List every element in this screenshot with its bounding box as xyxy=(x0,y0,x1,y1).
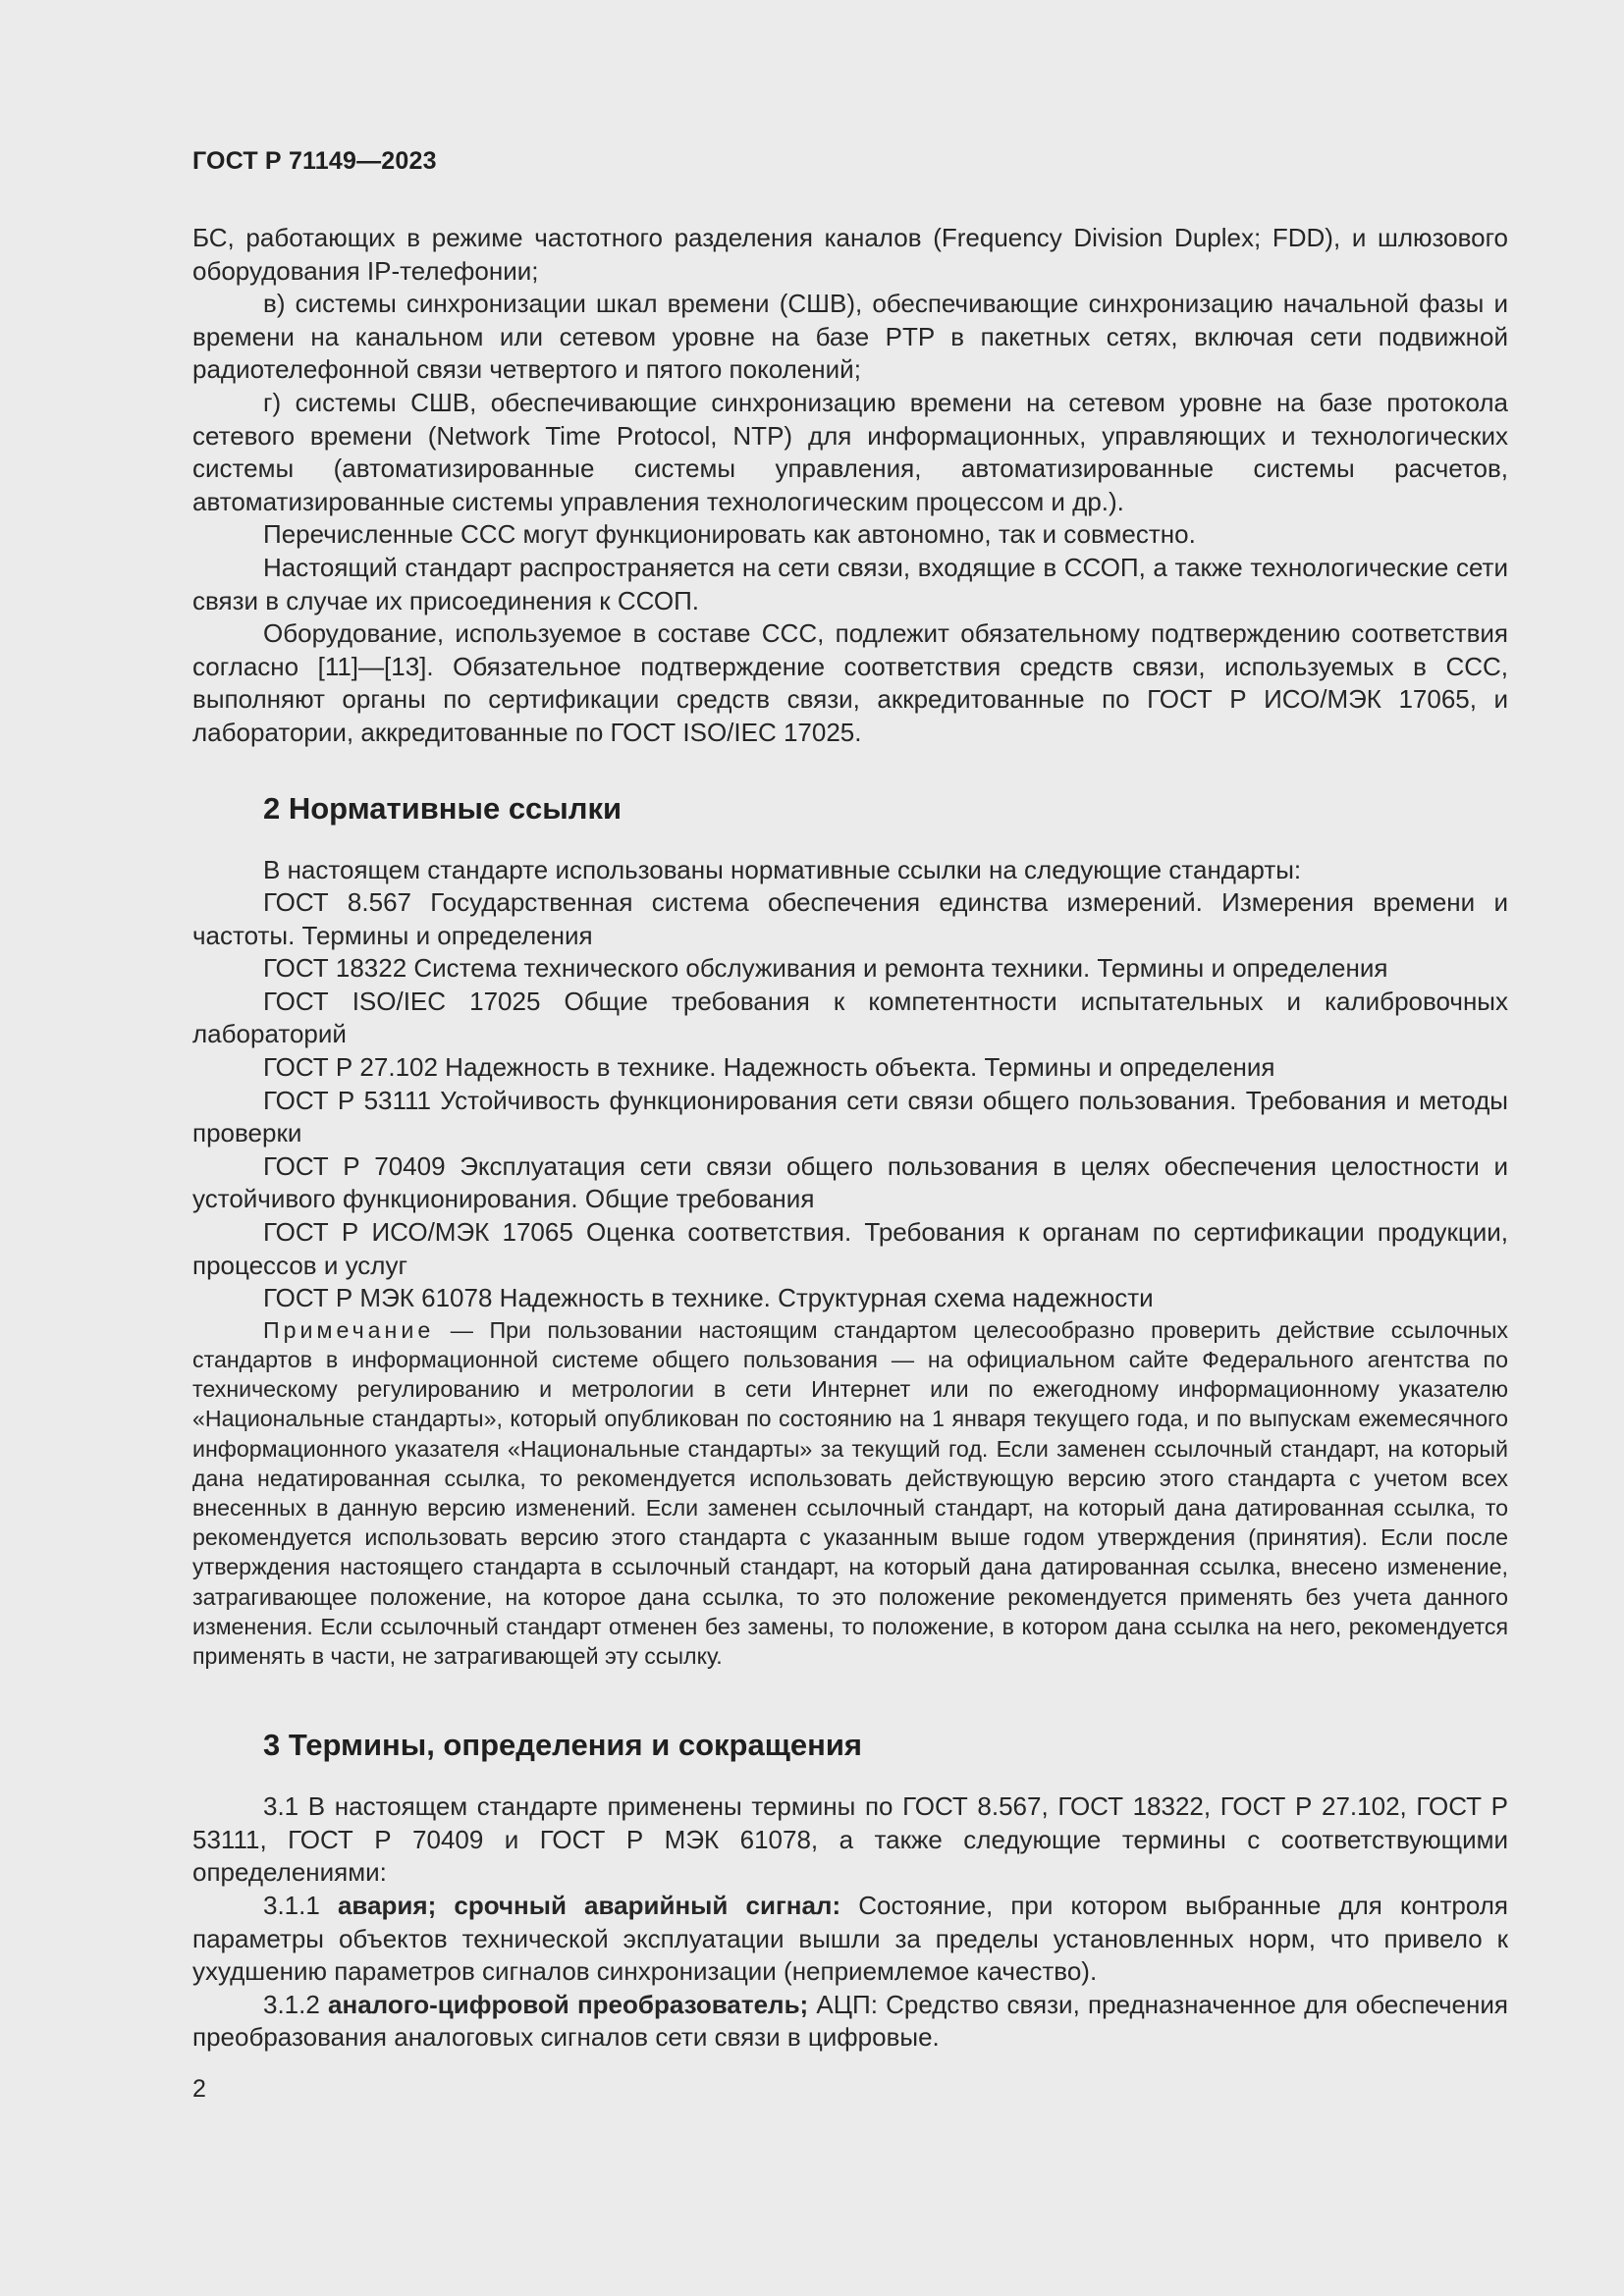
page-number: 2 xyxy=(192,2075,206,2103)
paragraph: 3.1 В настоящем стандарте применены термины по ГОСТ 8.567, ГОСТ 18322, ГОСТ Р 27.102, ГОСТ Р 53111, ГОСТ Р 70409 и ГОСТ Р МЭК 61078, а также следующие термины с соответствующими определениями: xyxy=(192,1791,1508,1888)
reference-item: ГОСТ Р 70409 Эксплуатация сети связи общего пользования в целях обеспечения целостности и устойчивого функционирования. Общие требования xyxy=(192,1150,1508,1214)
term-name: аналого-цифровой преобразователь; xyxy=(328,1989,809,2019)
paragraph: Перечисленные ССС могут функционировать как автономно, так и совместно. xyxy=(263,519,1196,550)
term-text: АЦП: Средство связи, предназначенное для обеспечения преобразования аналоговых сигналов сети связи в цифровые. xyxy=(192,1989,1508,2053)
reference-item: ГОСТ Р ИСО/МЭК 17065 Оценка соответствия. Требования к органам по сертификации продукции, процессов и услуг xyxy=(192,1217,1508,1280)
paragraph: Оборудование, используемое в составе ССС, подлежит обязательному подтверждению соответствия согласно [11]—[13]. Обязательное подтверждение соответствия средств связи, используемых в ССС, выполняют органы по сертификации средств связи, аккредитованные по ГОСТ Р ИСО/МЭК 17065, и лаборатории, аккредитованные по ГОСТ ISO/IEC 17025. xyxy=(192,618,1508,747)
reference-item: ГОСТ 8.567 Государственная система обеспечения единства измерений. Измерения времени и частоты. Термины и определения xyxy=(192,887,1508,950)
paragraph: г) системы СШВ, обеспечивающие синхронизацию времени на сетевом уровне на базе протокола сетевого времени (Network Time Protocol, NTP) для информационных, управляющих и технологических системы (автоматизированные системы управления, автоматизированные системы расчетов, автоматизированные системы управления технологическим процессом и др.). xyxy=(192,387,1508,516)
term-number: 3.1.2 xyxy=(263,1989,329,2019)
term-number: 3.1.1 xyxy=(263,1891,338,1921)
reference-item: ГОСТ ISO/IEC 17025 Общие требования к компетентности испытательных и калибровочных лабораторий xyxy=(192,986,1508,1049)
note-label: Примечание xyxy=(263,1316,435,1343)
paragraph: в) системы синхронизации шкал времени (СШВ), обеспечивающие синхронизацию начальной фазы и времени на канальном или сетевом уровне на базе PTP в пакетных сетях, включая сети подвижной радиотелефонной связи четвертого и пятого поколений; xyxy=(192,289,1508,385)
section-heading-normative-references: 2 Нормативные ссылки xyxy=(263,790,623,826)
term-name: авария; срочный аварийный сигнал: xyxy=(337,1891,841,1921)
term-definition xyxy=(192,1989,1508,2055)
note-text: — При пользовании настоящим стандартом целесообразно проверить действие ссылочных стандартов в информационной системе общего пользования — на официальном сайте Федерального агентства по техническому регулированию и метрологии в сети Интернет или по ежегодному информационному указателю «Национальные стандарты», который опубликован по состоянию на 1 января текущего года, и по выпускам ежемесячного информационного указателя «Национальные стандарты» за текущий год. Если заменен ссылочный стандарт, на который дана недатированная ссылка, то рекомендуется использовать действующую версию этого стандарта с учетом всех внесенных в данную версию изменений. Если заменен ссылочный стандарт, на который дана датированная ссылка, то рекомендуется использовать версию этого стандарта с указанным выше годом утверждения (принятия). Если после утверждения настоящего стандарта в ссылочный стандарт, на который дана датированная ссылка, внесено изменение, затрагивающее положение, на которое дана ссылка, то это положение рекомендуется применять без учета данного изменения. Если ссылочный стандарт отменен без замены, то положение, в котором дана ссылка на него, рекомендуется применять в части, не затрагивающей эту ссылку. xyxy=(192,1316,1508,1670)
reference-item: ГОСТ Р 53111 Устойчивость функционирования сети связи общего пользования. Требования и методы проверки xyxy=(192,1085,1508,1148)
note-paragraph xyxy=(192,1315,1508,1671)
reference-item: ГОСТ 18322 Система технического обслуживания и ремонта техники. Термины и определения xyxy=(263,953,1388,984)
term-definition xyxy=(192,1890,1508,1989)
term-text: Состояние, при котором выбранные для контроля параметры объектов технической эксплуатации вышли за пределы установленных норм, что привело к ухудшению параметров сигналов синхронизации (неприемлемое качество). xyxy=(192,1891,1508,1987)
document-body xyxy=(192,222,1508,2055)
reference-item: ГОСТ Р 27.102 Надежность в технике. Надежность объекта. Термины и определения xyxy=(263,1052,1275,1083)
paragraph: В настоящем стандарте использованы нормативные ссылки на следующие стандарты: xyxy=(263,854,1302,884)
paragraph: БС, работающих в режиме частотного разделения каналов (Frequency Division Duplex; FDD), и шлюзового оборудования IP-телефонии; xyxy=(192,223,1508,286)
reference-item: ГОСТ Р МЭК 61078 Надежность в технике. Структурная схема надежности xyxy=(263,1283,1154,1313)
document-header: ГОСТ Р 71149—2023 xyxy=(192,147,437,175)
section-heading-terms: 3 Термины, определения и сокращения xyxy=(263,1728,862,1763)
paragraph: Настоящий стандарт распространяется на сети связи, входящие в ССОП, а также технологические сети связи в случае их присоединения к ССОП. xyxy=(192,552,1508,615)
